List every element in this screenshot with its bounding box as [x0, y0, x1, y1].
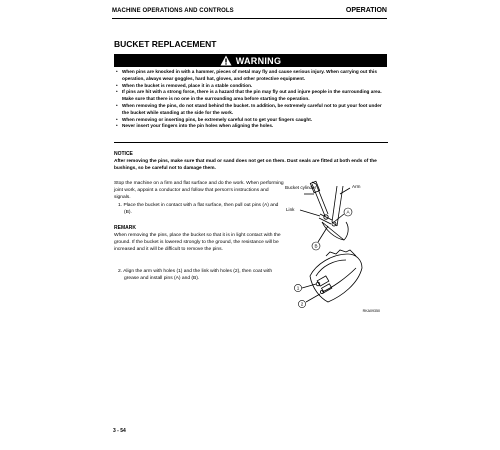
page-number: 3 - 54 [113, 428, 126, 434]
warning-item: • When removing the pins, do not stand behind the bucket. In addition, be extremely careful not to put your foot under the bucket while standing at the side for the work. [116, 102, 382, 115]
callout-hole-2: 2 [300, 301, 304, 307]
step-2: 2. Align the arm with holes (1) and the link with holes (2), then coat with grease and install pins (A) and (B). [118, 269, 273, 281]
header-rule [112, 18, 387, 19]
arm-outline [332, 186, 337, 222]
notice-heading: NOTICE [114, 151, 133, 157]
warning-item: • When the bucket is removed, place it in a stable condition. [116, 82, 253, 88]
warning-banner [114, 54, 387, 67]
header-section-title: OPERATION [345, 7, 387, 14]
warning-item: • When removing or inserting pins, be extremely careful not to get your fingers caught. [116, 116, 313, 122]
label-link: Link [286, 207, 295, 212]
callout-hole-1: 1 [296, 285, 300, 291]
warning-item: • When pins are knocked in with a hammer, pieces of metal may fly and cause serious injury. When carrying out this operation, always wear goggles, hard hat, gloves, and other protective equipment. [116, 69, 377, 81]
label-arm: Arm [352, 184, 361, 189]
remark-heading: REMARK [114, 225, 136, 231]
step-1: 1. Place the bucket in contact with a flat surface, then pull out pins (A) and (B). [118, 203, 279, 215]
warning-list [116, 69, 388, 130]
section-divider [114, 142, 388, 143]
warning-triangle-icon [220, 55, 232, 66]
intro-text: Stop the machine on a firm and flat surface and do the work. When performing joint work, appoint a conductor and follow that person's instructions and signals. [114, 181, 284, 200]
warning-label: WARNING [235, 55, 282, 66]
remark-text: When removing the pins, place the bucket so that it is in light contact with the ground. If the bucket is lowered strongly to the ground, the resistance will be increased and it will be difficult to remove the pins. [114, 233, 281, 252]
warning-item: • If pins are hit with a strong force, there is a hazard that the pin may fly out and injure people in the surrounding area. Make sure that there is no one in the surrounding area before starting the operation. [116, 89, 382, 102]
notice-text: After removing the pins, make sure that mud or sand does not get on them. Dust seals are fitted at both ends of the bushings, so be careful not to damage them. [114, 159, 377, 171]
section-title: BUCKET REPLACEMENT [114, 39, 217, 49]
warning-item: • Never insert your fingers into the pin holes when aligning the holes. [116, 123, 274, 129]
callout-pin-b: B [314, 243, 318, 249]
header-chapter-title: MACHINE OPERATIONS AND CONTROLS [112, 8, 234, 14]
callout-pin-a: A [346, 209, 350, 215]
figure-code: RKA09350 [362, 309, 380, 313]
label-bucket-cylinder: Bucket cylinder [285, 185, 317, 190]
bucket-pin-diagram [282, 180, 388, 322]
